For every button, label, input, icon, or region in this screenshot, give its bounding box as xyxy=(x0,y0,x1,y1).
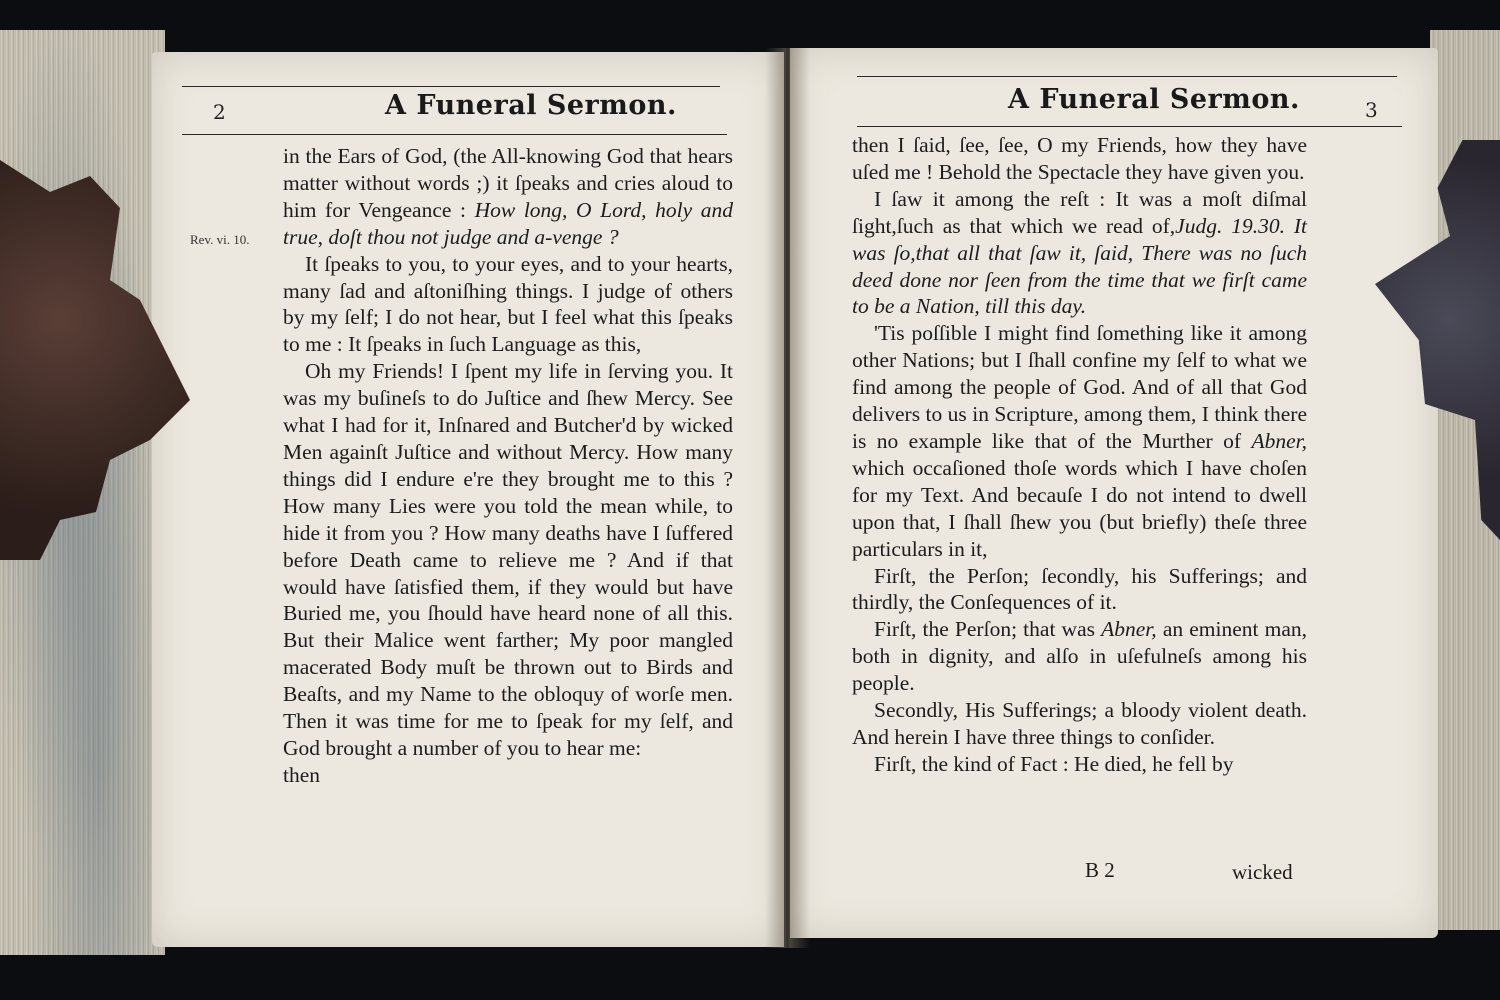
right-paragraph-3-name: Abner, xyxy=(1251,428,1307,453)
right-paragraph-5 xyxy=(852,616,1307,697)
right-header-rule-bottom xyxy=(857,126,1402,127)
right-running-head: A Funeral Sermon. xyxy=(1008,84,1300,115)
right-paragraph-5-text-b: an eminent man, both in dignity, and alſo in uſefulneſs among his people. xyxy=(852,617,1308,696)
right-paragraph-2 xyxy=(852,186,1307,321)
right-paragraph-1: then I ſaid, ſee, ſee, O my Friends, how they have uſed me ! Behold the Spectacle they have given you. xyxy=(852,133,1307,184)
left-body-text xyxy=(283,143,733,789)
left-paragraph-1-text: in the Ears of God, (the All-knowing God that hears matter without words ;) it ſpeaks and cries aloud to him for Vengeance : xyxy=(283,144,733,222)
right-paragraph-3-text-b: which occaſioned thoſe words which I have choſen for my Text. And becauſe I do not intend to dwell upon that, I ſhall ſhew you (but briefly) theſe three particulars in it, xyxy=(852,455,1307,561)
right-paragraph-2-quote: It was ſo,that all that ſaw it, ſaid, There was no ſuch deed done nor ſeen from the time that we firſt came to be a Nation, till this day. xyxy=(852,213,1308,319)
left-header-rule-bottom xyxy=(182,134,727,135)
right-header-rule-top xyxy=(857,76,1397,77)
right-paragraph-2-ref: Judg. 19.30. xyxy=(1175,213,1285,238)
right-paragraph-6: Secondly, His Sufferings; a bloody violent death. And herein I have three things to conſider. xyxy=(852,698,1307,749)
margin-note: Rev. vi. 10. xyxy=(190,232,250,247)
signature-mark: B 2 xyxy=(1085,858,1115,882)
right-paragraph-3-text-a: 'Tis poſſible I might find ſomething like it among other Nations; but I ſhall confine my ſelf to what we find among the people of God. And of all that God delivers to us in Scripture, among them, I think there is no example like that of the Murther of xyxy=(852,321,1307,453)
left-paragraph-2: It ſpeaks to you, to your eyes, and to your hearts, many ſad and aſtoniſhing things. I judge of others by my ſelf; I do not hear, but I feel what this ſpeaks to me : It ſpeaks in ſuch Language as this, xyxy=(283,251,733,357)
left-paragraph-1 xyxy=(283,143,733,251)
right-paragraph-4: Firſt, the Perſon; ſecondly, his Sufferings; and thirdly, the Conſequences of it. xyxy=(852,563,1307,615)
left-paragraph-3: Oh my Friends! I ſpent my life in ſerving you. It was my buſineſs to do Juſtice and ſhew Mercy. See what I had for it, Inſnared and Butcher'd by wicked Men againſt Juſtice and without Mercy. How many things did I endure e're they brought me to this ? How many Lies were you told the mean while, to hide it from you ? How many deaths have I ſuffered before Death came to relieve me ? And if that would have ſatisfied them, if they would but have Buried me, you ſhould have heard none of all this. But their Malice went farther; My poor mangled macerated Body muſt be thrown out to Birds and Beaſts, and my Name to the obloquy of worſe men. Then it was time for me to ſpeak for my ſelf, and God brought a number of you to hear me: xyxy=(283,359,733,760)
right-paragraph-5-name: Abner, xyxy=(1101,617,1157,642)
left-paragraph-1-quote: How long, O Lord, holy and true, doſt thou not judge and a-venge ? xyxy=(283,197,733,249)
right-paragraph-2-text: I ſaw it among the reſt : It was a moſt diſmal ſight,ſuch as that which we read of, xyxy=(852,186,1307,238)
left-page-number: 2 xyxy=(213,100,226,124)
right-catchword: wicked xyxy=(1232,860,1293,884)
right-body-text xyxy=(852,132,1307,778)
right-page-number: 3 xyxy=(1365,98,1378,122)
left-header-rule-top xyxy=(182,86,720,87)
right-paragraph-7: Firſt, the kind of Fact : He died, he fell by xyxy=(874,751,1234,776)
book-gutter xyxy=(765,48,810,948)
right-paragraph-3 xyxy=(852,320,1307,562)
left-running-head: A Funeral Sermon. xyxy=(385,90,677,121)
right-paragraph-5-text-a: Firſt, the Perſon; that was xyxy=(874,617,1095,642)
left-catchword: then xyxy=(283,762,321,787)
